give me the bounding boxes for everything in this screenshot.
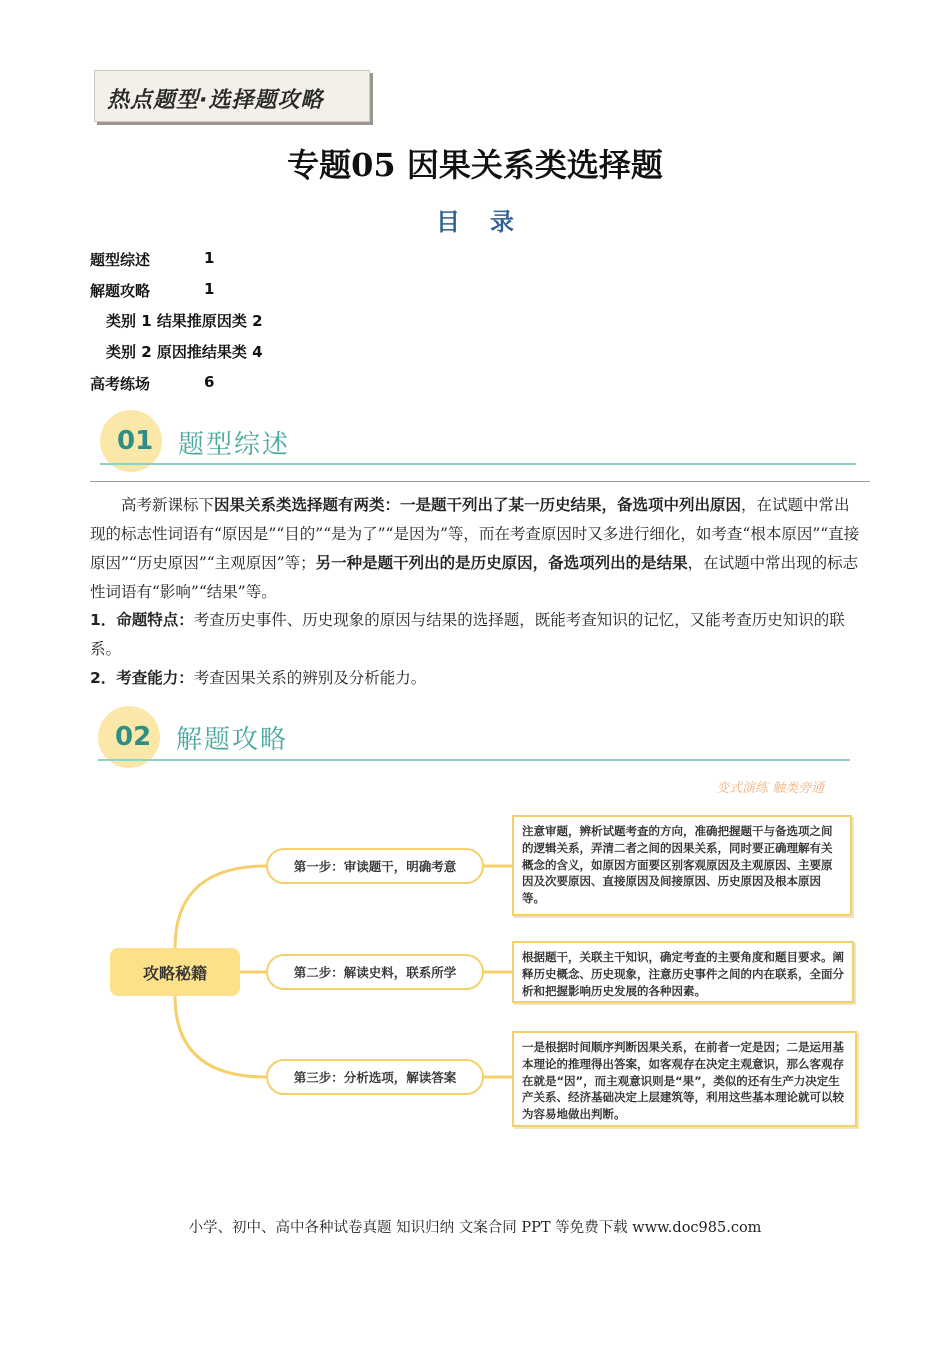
- feature-text: 考查历史事件、历史现象的原因与结果的选择题，既能考查知识的记忆，又能考查历史知识的联系。: [90, 611, 845, 658]
- toc-item-page: 1: [204, 280, 215, 298]
- page-footer: 小学、初中、高中各种试卷真题 知识归纳 文案合同 PPT 等免费下载 www.doc985.com: [188, 1220, 762, 1236]
- toc-item-page: 6: [204, 373, 215, 391]
- toc-item-label: 高考练场: [90, 375, 151, 393]
- step-two-node: 第二步：解读史料，联系所学: [266, 954, 484, 990]
- toc-item-label: 题型综述: [90, 251, 151, 269]
- mindmap-center-node: 攻略秘籍: [110, 948, 240, 996]
- step-one-detail: 注意审题，辨析试题考查的方向，准确把握题干与备选项之间的逻辑关系，弄清二者之间的因果关系，同时要正确理解有关概念的含义，如原因方面要区别客观原因及主观原因、主要原因及次要原因、直接原因及间接原因、历史原因及根本原因等。: [512, 815, 852, 916]
- section-title: 解题攻略: [176, 725, 289, 755]
- feature-label: 1．命题特点：: [90, 611, 194, 629]
- hint-text: 变式演练 触类旁通: [716, 781, 825, 796]
- step-three-node: 第三步：分析选项，解读答案: [266, 1059, 484, 1095]
- step-two-detail: 根据题干，关联主干知识，确定考查的主要角度和题目要求。阐释历史概念、历史现象，注意历史事件之间的内在联系，全面分析和把握影响历史发展的各种因素。: [512, 941, 854, 1003]
- toc-item-label: 类别 1 结果推原因类 2: [106, 312, 263, 330]
- toc-item-page: 1: [204, 249, 215, 267]
- toc-item-label: 解题攻略: [90, 282, 151, 300]
- section-number: 02: [115, 722, 152, 752]
- step-one-node: 第一步：审读题干，明确考意: [266, 848, 484, 884]
- toc-item-label: 类别 2 原因推结果类 4: [106, 343, 263, 361]
- step-three-detail: 一是根据时间顺序判断因果关系，在前者一定是因；二是运用基本理论的推理得出答案，如客观存在决定主观意识，那么客观存在就是“因”，而主观意识则是“果”，类似的还有生产力决定生产关系、经济基础决定上层建筑等，利用这些基本理论就可以较为容易地做出判断。: [512, 1031, 857, 1127]
- ability-text: 考查因果关系的辨别及分析能力。: [193, 669, 427, 687]
- intro-paragraph: 高考新课标下因果关系类选择题有两类：一是题干列出了某一历史结果，备选项中列出原因，在试题中常出现的标志性词语有“原因是”“目的”“是为了”“是因为”等，而在考查原因时又多进行细化，如考查“根本原因”“直接原因”“历史原因”“主观原因”等；另一种是题干列出的是历史原因，备选项列出的是结果，在试题中常出现的标志性词语有“影响”“结果”等。: [90, 496, 860, 601]
- section-number: 01: [117, 426, 154, 456]
- header-badge-text: 热点题型·选择题攻略: [107, 88, 324, 113]
- toc-heading: 目录: [436, 208, 544, 236]
- ability-label: 2．考查能力：: [90, 669, 194, 687]
- section-title: 题型综述: [178, 430, 291, 460]
- page-title: 专题05 因果关系类选择题: [287, 146, 663, 184]
